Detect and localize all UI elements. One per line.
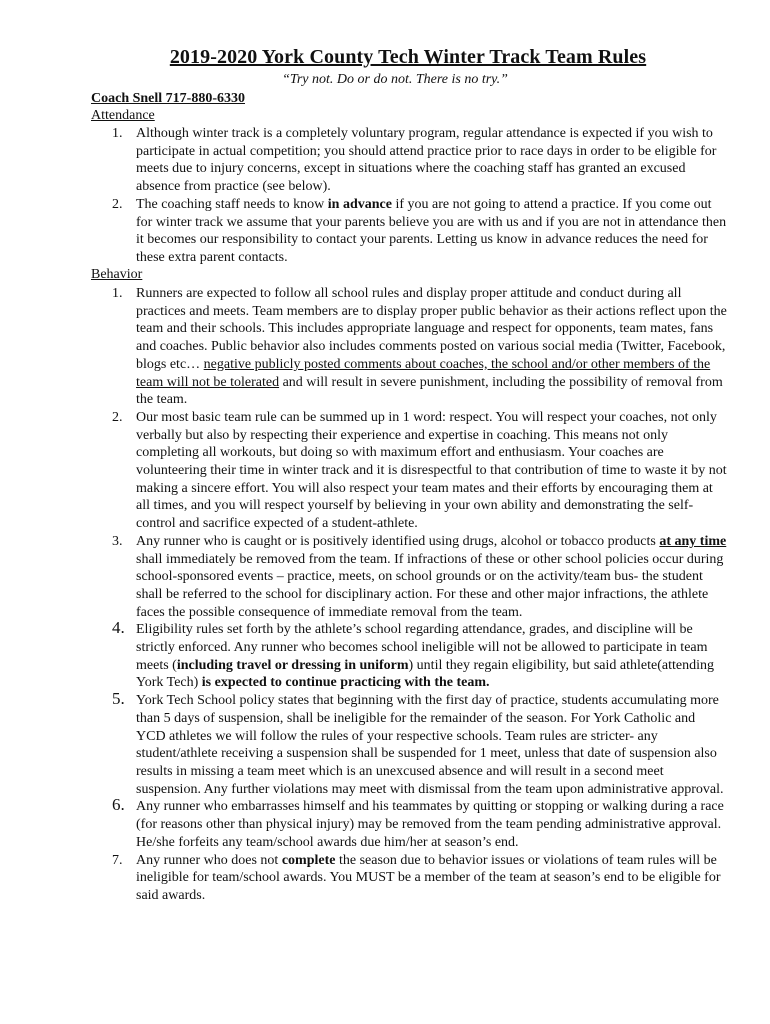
motto-quote: “Try not. Do or do not. There is no try.” [282, 72, 508, 87]
behavior-item [112, 285, 727, 409]
item-number: 6. [112, 795, 125, 815]
item-emphasis: complete [281, 852, 336, 868]
item-number: 5. [112, 689, 125, 709]
item-text: Runners are expected to follow all school rules and display proper attitude and conduct during all practices and meets. Team members are to display proper public behavior as their actions reflect upon the team and their schools. This includes appropriate language and respect for opponents, team mates, fans and coaches. Public behavior also includes comments posted on various social media (Twitter, Facebook, blogs etc… [136, 286, 727, 372]
item-text: if you are not going to attend a practice. If you come out for winter track we assume that your parents believe you are with us and if you are not in attendance then it becomes our responsibility to contact your parents. Letting us know in advance reduces the need for these extra parent contacts. [136, 196, 727, 265]
item-number: 3. [112, 533, 123, 549]
behavior-item [112, 795, 727, 851]
behavior-item [112, 409, 727, 533]
behavior-item [112, 689, 727, 798]
item-text: Although winter track is a completely voluntary program, regular attendance is expected if you wish to participate in actual competition; you should attend practice prior to race days in order to be eligible for meets due to injury concerns, except in situations where the coaching staff has granted an excused absence from practice (see below). [136, 126, 717, 195]
attendance-list [112, 125, 727, 267]
item-text: Any runner who embarrasses himself and his teammates by quitting or stopping or walking during a race (for reasons other than physical injury) may be removed from the team pending administrative approval. He/she forfeits any team/school awards due him/her at season’s end. [136, 799, 724, 850]
item-text: Any runner who does not [136, 852, 282, 868]
item-text: The coaching staff needs to know [136, 196, 328, 212]
behavior-item [112, 852, 727, 905]
item-emphasis: in advance [327, 196, 392, 212]
item-number: 7. [112, 852, 123, 868]
item-text: the season due to behavior issues or violations of team rules will be ineligible for team/school awards. You MUST be a member of the team at season’s end to be eligible for said awards. [136, 852, 721, 903]
coach-contact: Coach Snell 717-880-6330 [91, 91, 245, 106]
item-text: ) until they regain eligibility, but said athlete(attending York Tech) [136, 657, 714, 691]
behavior-item [112, 533, 727, 622]
attendance-heading: Attendance [91, 108, 155, 123]
behavior-item [112, 618, 727, 692]
item-emphasis: is expected to continue practicing with the team. [201, 675, 490, 691]
behavior-heading: Behavior [91, 267, 143, 282]
item-text: Any runner who is caught or is positively identified using drugs, alcohol or tobacco products [136, 533, 660, 549]
attendance-item [112, 196, 727, 267]
item-number: 4. [112, 618, 125, 638]
item-text: and will result in severe punishment, including the possibility of removal from the team. [136, 374, 723, 408]
item-number: 2. [112, 409, 123, 425]
page-title: 2019-2020 York County Tech Winter Track Team Rules [169, 46, 647, 68]
item-number: 2. [112, 196, 123, 212]
item-number: 1. [112, 126, 123, 141]
item-text: Eligibility rules set forth by the athlete’s school regarding attendance, grades, and discipline will be strictly enforced. Any runner who becomes school ineligible will not be allowed to participate in team meets ( [136, 622, 708, 673]
item-text: York Tech School policy states that beginning with the first day of practice, students accumulating more than 5 days of suspension, shall be ineligible for the remainder of the season. For York Catholic and YCD athletes we will follow the rules of your respective schools. Team rules are stricter- any student/athlete receiving a suspension shall be suspended for 1 meet, unless that date of suspension also results in missing a team meet which is an unexcused absence and will result in a second meet suspension. Any further violations may meet with dismissal from the team upon administrative approval. [136, 693, 724, 797]
item-text: Our most basic team rule can be summed up in 1 word: respect. You will respect your coaches, not only verbally but also by respecting their experience and expertise in coaching. This means not only completing all workouts, but doing so with maximum effort and enthusiasm. Your coaches are volunteering their time in winter track and it is disrespectful to that contribution of time to waste it by not making a sincere effort. You will also respect your team mates and their efforts by encouraging them at all times, and you will respect yourself by believing in your own ability and demonstrating the self-control and sacrifice expected of a student-athlete. [136, 409, 727, 532]
item-emphasis: including travel or dressing in uniform [176, 657, 409, 673]
item-emphasis: at any time [659, 533, 727, 549]
behavior-list [112, 285, 727, 905]
item-underlined: negative publicly posted comments about coaches, the school and/or other members of the team will not be tolerated [136, 356, 711, 390]
item-text: shall immediately be removed from the team. If infractions of these or other school policies occur during school-sponsored events – practice, meets, on school grounds or on the activity/team bus- the student shall be referred to the school for disciplinary action. For these and other major infractions, the athlete faces the possible consequence of immediate removal from the team. [136, 551, 724, 620]
item-number: 1. [112, 286, 123, 301]
attendance-item [112, 125, 727, 196]
